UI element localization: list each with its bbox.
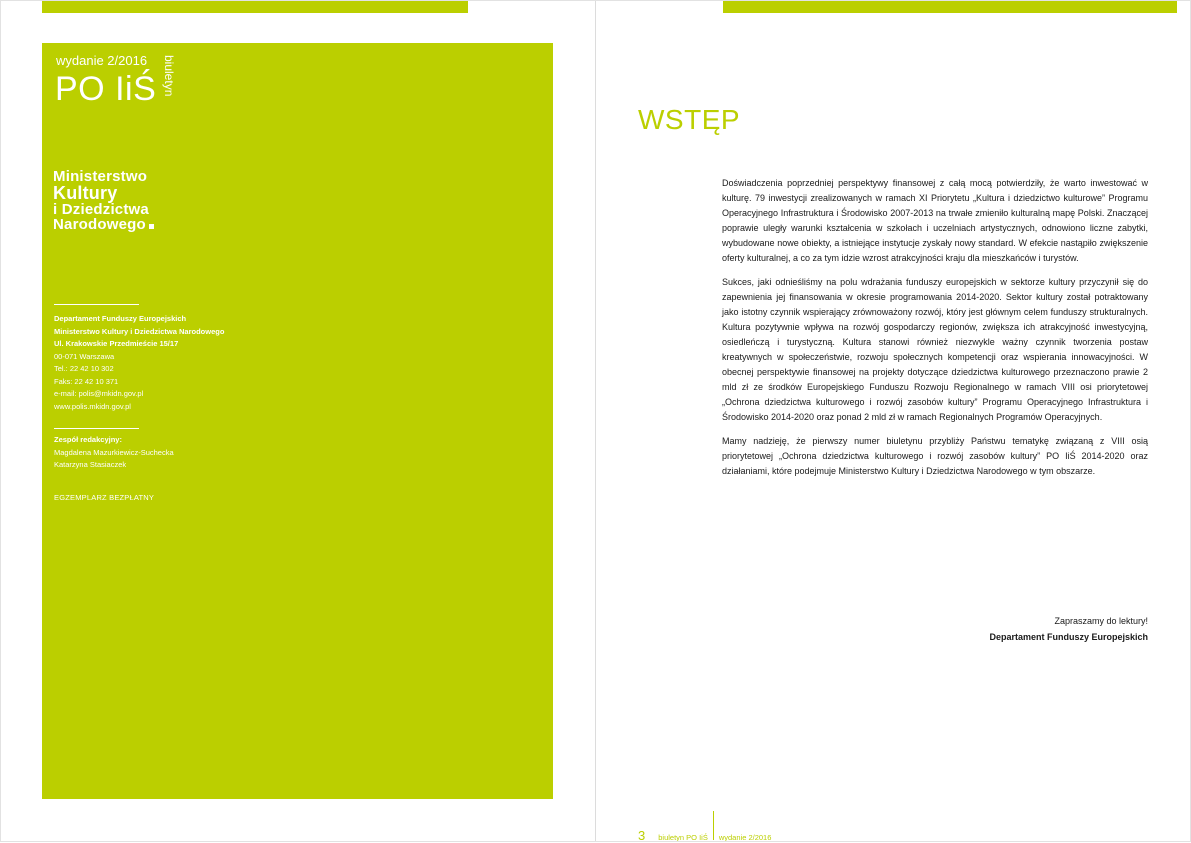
- cover-panel: [42, 43, 553, 799]
- closing-block: [989, 614, 1148, 645]
- team-label: Zespół redakcyjny:: [54, 435, 122, 444]
- body-text: [722, 176, 1148, 488]
- free-copy-label: EGZEMPLARZ BEZPŁATNY: [54, 493, 155, 502]
- divider: [54, 304, 139, 305]
- contact-ministry: Ministerstwo Kultury i Dziedzictwa Narodowego: [54, 326, 225, 336]
- ministry-logo: [53, 169, 154, 232]
- right-page: [596, 0, 1191, 842]
- publication-title: PO IiŚ: [55, 70, 157, 108]
- team-member: Katarzyna Stasiaczek: [54, 460, 127, 469]
- paragraph: Mamy nadzieję, że pierwszy numer biuletynu przybliży Państwu tematykę związaną z VIII osią priorytetowej „Ochrona dziedzictwa kulturowego i rozwój zasobów kultury” PO IiŚ 2014-2020 oraz działaniami, które podejmuje Ministerstwo Kultury i Dziedzictwa Narodowego w tym obszarze.: [722, 436, 1148, 476]
- editorial-team: [54, 434, 174, 472]
- left-page: [0, 0, 595, 842]
- logo-line-text: Narodowego: [53, 216, 146, 233]
- logo-dot-icon: [149, 224, 154, 229]
- contact-department: Departament Funduszy Europejskich: [54, 314, 187, 323]
- logo-line: i Dziedzictwa: [53, 201, 149, 218]
- vertical-label: biuletyn: [162, 55, 176, 97]
- page-number: 3: [638, 828, 646, 843]
- page-footer: [638, 811, 771, 843]
- signature: Departament Funduszy Europejskich: [989, 631, 1148, 642]
- paragraph: Sukces, jaki odnieśliśmy na polu wdrażania funduszy europejskich w sektorze kultury przyczynił się do zapewnienia jej finansowania w okresie programowania 2014-2020. Sektor kultury został potraktowany jako istotny czynnik wspierający zrównoważony rozwój, który jest głównym celem funduszy strukturalnych. Kultura pozytywnie wpływa na rozwój gospodarczy regionów, zwiększa ich atrakcyjność inwestycyjną, osiedleńczą i turystyczną. Kultura stanowi również niezwykle ważny czynnik tworzenia postaw kreatywnych w społeczeństwie, rozwoju społecznych kompetencji oraz wspierania innowacyjności. W obecnej perspektywie finansowej na projekty dotyczące dziedzictwa kulturowego przeznaczono prawie 2 mld zł ze środków Europejskiego Funduszu Rozwoju Regionalnego w ramach VIII osi priorytetowej „Ochrona dziedzictwa kulturowego i rozwój zasobów kultury” Programu Operacyjnego Infrastruktura i Środowisko 2014-2020 oraz ponad 2 mld zł w ramach Regionalnych Programów Operacyjnych.: [722, 277, 1148, 422]
- contact-www-link[interactable]: www.polis.mkidn.gov.pl: [54, 401, 131, 411]
- contact-tel: Tel.: 22 42 10 302: [54, 364, 114, 373]
- top-accent-bar: [723, 0, 1177, 13]
- logo-line: Ministerstwo: [53, 168, 148, 185]
- footer-edition: wydanie 2/2016: [718, 833, 772, 842]
- contact-fax: Faks: 22 42 10 371: [54, 376, 119, 386]
- contact-city: 00-071 Warszawa: [54, 351, 115, 361]
- paragraph: Doświadczenia poprzedniej perspektywy finansowej z całą mocą potwierdziły, że warto inwestować w kulturę. 79 inwestycji zrealizowanych w ramach XI Priorytetu „Kultura i dziedzictwo kulturowe” Programu Operacyjnego Infrastruktura i Środowisko 2007-2013 na trwałe zmieniło kulturalną mapę Polski. Znaczącej poprawie uległy warunki kształcenia w szkołach i uczelniach artystycznych, odnowiono liczne zabytki, wybudowane nowe obiekty, a istniejące instytucje zyskały nowy standard. W efekcie nastąpiło zwiększenie oferty kulturalnej, a co za tym idzie wzrost atrakcyjności kraju dla mieszkańców i turystów.: [722, 178, 1148, 263]
- logo-line: Kultury: [53, 183, 118, 203]
- contact-email-link[interactable]: e-mail: polis@mkidn.gov.pl: [54, 389, 144, 398]
- logo-line-last: [53, 217, 154, 232]
- footer-divider: [713, 811, 714, 840]
- footer-publication: biuletyn PO IiŚ: [658, 833, 708, 842]
- top-accent-bar: [42, 0, 468, 13]
- team-member: Magdalena Mazurkiewicz-Suchecka: [54, 447, 174, 457]
- contact-block: [54, 313, 224, 413]
- page-heading: WSTĘP: [638, 104, 741, 135]
- edition-label: wydanie 2/2016: [56, 53, 148, 68]
- contact-street: Ul. Krakowskie Przedmieście 15/17: [54, 339, 179, 348]
- closing-line: Zapraszamy do lektury!: [1054, 616, 1148, 626]
- divider: [54, 428, 139, 429]
